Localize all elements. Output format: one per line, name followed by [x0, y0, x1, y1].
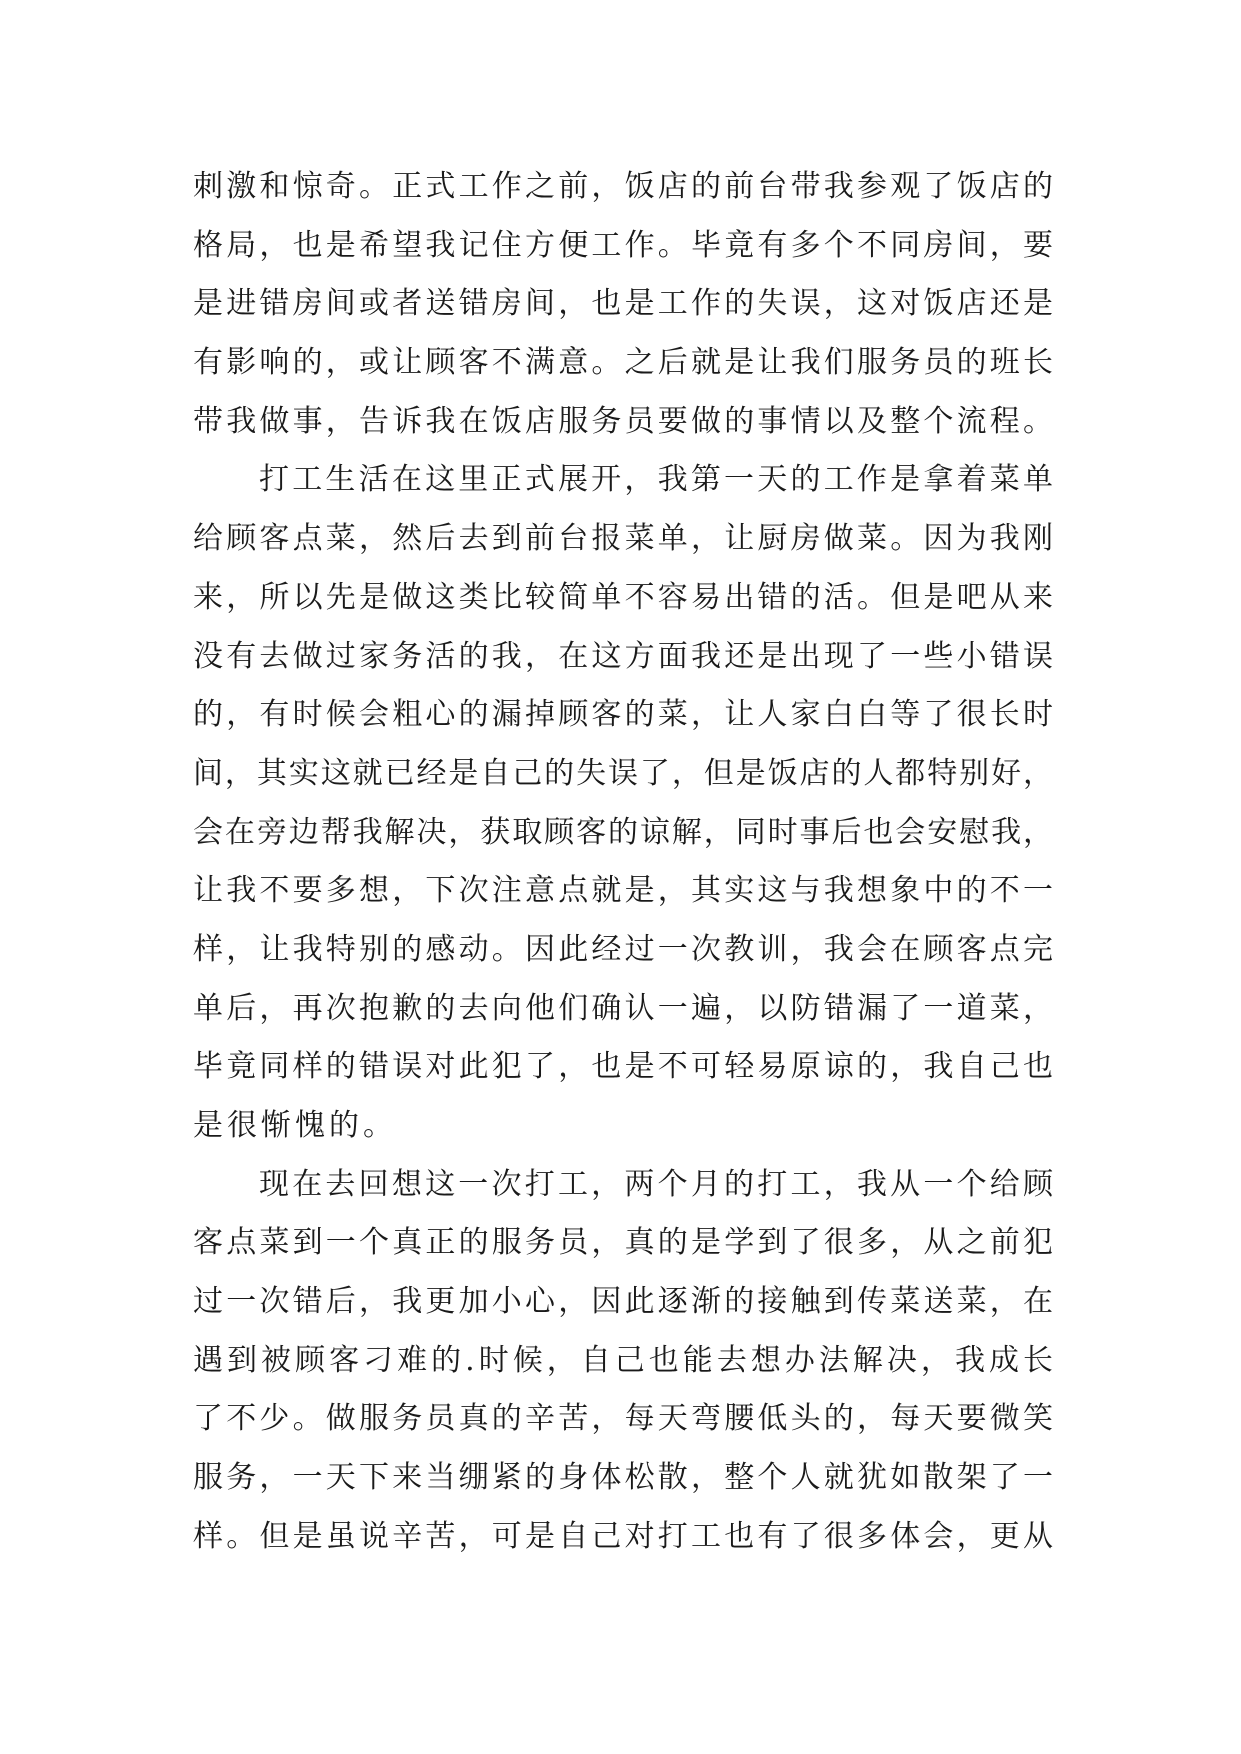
- text-line: 会在旁边帮我解决，获取顾客的谅解，同时事后也会安慰我，: [193, 814, 1053, 850]
- text-line: 没有去做过家务活的我，在这方面我还是出现了一些小错误: [193, 638, 1053, 674]
- text-line: 遇到被顾客刁难的.时候，自己也能去想办法解决，我成长: [193, 1342, 1053, 1378]
- text-line: 现在去回想这一次打工，两个月的打工，我从一个给顾: [259, 1166, 1053, 1202]
- text-line: 样。但是虽说辛苦，可是自己对打工也有了很多体会，更从: [193, 1518, 1053, 1554]
- text-line: 间，其实这就已经是自己的失误了，但是饭店的人都特别好，: [193, 755, 1053, 791]
- text-line: 是进错房间或者送错房间，也是工作的失误，这对饭店还是: [193, 286, 1053, 322]
- text-line: 的，有时候会粗心的漏掉顾客的菜，让人家白白等了很长时: [193, 697, 1053, 733]
- text-line: 样，让我特别的感动。因此经过一次教训，我会在顾客点完: [193, 931, 1053, 967]
- text-line: 刺激和惊奇。正式工作之前，饭店的前台带我参观了饭店的: [193, 169, 1053, 204]
- text-line: 过一次错后，我更加小心，因此逐渐的接触到传菜送菜，在: [193, 1284, 1053, 1320]
- text-line: 带我做事，告诉我在饭店服务员要做的事情以及整个流程。: [193, 403, 1053, 439]
- text-line: 客点菜到一个真正的服务员，真的是学到了很多，从之前犯: [193, 1225, 1053, 1261]
- text-line: 单后，再次抱歉的去向他们确认一遍，以防错漏了一道菜，: [193, 990, 1053, 1026]
- text-line: 让我不要多想，下次注意点就是，其实这与我想象中的不一: [193, 873, 1053, 909]
- text-line: 了不少。做服务员真的辛苦，每天弯腰低头的，每天要微笑: [193, 1401, 1053, 1437]
- text-line: 打工生活在这里正式展开，我第一天的工作是拿着菜单: [259, 462, 1053, 498]
- text-line: 是很惭愧的。: [193, 1108, 397, 1143]
- text-line: 给顾客点菜，然后去到前台报菜单，让厨房做菜。因为我刚: [193, 521, 1053, 557]
- body-text: [193, 158, 1053, 1567]
- text-line: 来，所以先是做这类比较简单不容易出错的活。但是吧从来: [193, 579, 1053, 615]
- text-line: 毕竟同样的错误对此犯了，也是不可轻易原谅的，我自己也: [193, 1049, 1053, 1085]
- text-line: 有影响的，或让顾客不满意。之后就是让我们服务员的班长: [193, 345, 1053, 381]
- text-line: 格局，也是希望我记住方便工作。毕竟有多个不同房间，要: [193, 227, 1053, 263]
- text-line: 服务，一天下来当绷紧的身体松散，整个人就犹如散架了一: [193, 1460, 1053, 1496]
